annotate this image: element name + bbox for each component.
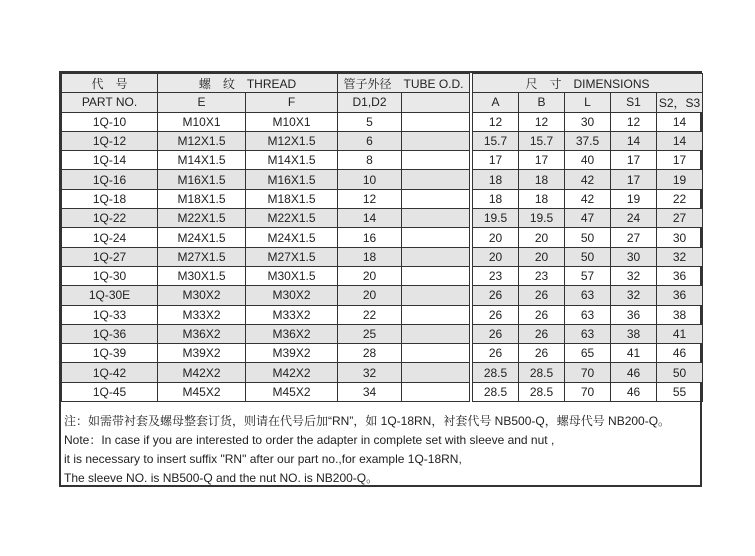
cell-f: M14X1.5 [246,151,338,170]
cell-s2s3: 22 [657,189,703,208]
cell-a: 26 [473,286,519,305]
header-code: 代 号 [62,74,158,93]
cell-f: M18X1.5 [246,189,338,208]
table-row [62,131,703,150]
header-tube-od: 管子外径 TUBE O.D. [338,74,470,93]
cell-l: 50 [565,228,611,247]
cell-part: 1Q-16 [62,170,158,189]
cell-l: 50 [565,247,611,266]
table-row [62,112,703,131]
table-row [62,209,703,228]
cell-part: 1Q-27 [62,247,158,266]
cell-e: M22X1.5 [158,209,246,228]
note-chinese: 注：如需带衬套及螺母整套订货，则请在代号后加“RN”，如 1Q-18RN，衬套代号 NB500-Q，螺母代号 NB200-Q。 [64,414,671,428]
cell-s2s3: 38 [657,305,703,324]
cell-a: 17 [473,151,519,170]
table-row [62,228,703,247]
header-row-2 [62,93,703,112]
header-a: A [473,93,519,112]
cell-s2s3: 36 [657,266,703,285]
cell-blank [402,324,470,343]
cell-d: 28 [338,344,402,363]
cell-blank [402,286,470,305]
cell-b: 20 [519,228,565,247]
cell-d: 16 [338,228,402,247]
header-b: B [519,93,565,112]
table-row [62,305,703,324]
cell-e: M24X1.5 [158,228,246,247]
table-row [62,286,703,305]
cell-a: 26 [473,324,519,343]
cell-b: 28.5 [519,382,565,401]
header-row-1 [62,74,703,93]
cell-blank [402,382,470,401]
cell-part: 1Q-39 [62,344,158,363]
cell-d: 25 [338,324,402,343]
cell-f: M27X1.5 [246,247,338,266]
dimensions-table [61,73,703,402]
table-row [62,151,703,170]
cell-s1: 46 [611,363,657,382]
table-row [62,247,703,266]
cell-b: 23 [519,266,565,285]
cell-s2s3: 50 [657,363,703,382]
cell-s1: 27 [611,228,657,247]
cell-d: 34 [338,382,402,401]
cell-part: 1Q-12 [62,131,158,150]
cell-part: 1Q-42 [62,363,158,382]
header-d: D1,D2 [338,93,402,112]
cell-part: 1Q-22 [62,209,158,228]
cell-part: 1Q-10 [62,112,158,131]
cell-f: M30X1.5 [246,266,338,285]
table-row [62,189,703,208]
cell-part: 1Q-30E [62,286,158,305]
cell-f: M33X2 [246,305,338,324]
cell-d: 8 [338,151,402,170]
cell-blank [402,209,470,228]
cell-s2s3: 36 [657,286,703,305]
cell-d: 5 [338,112,402,131]
header-e: E [158,93,246,112]
cell-f: M30X2 [246,286,338,305]
cell-a: 12 [473,112,519,131]
table-row [62,382,703,401]
cell-l: 42 [565,189,611,208]
cell-b: 12 [519,112,565,131]
cell-f: M12X1.5 [246,131,338,150]
header-part-no: PART NO. [62,93,158,112]
cell-e: M36X2 [158,324,246,343]
cell-f: M22X1.5 [246,209,338,228]
cell-d: 6 [338,131,402,150]
cell-l: 40 [565,151,611,170]
cell-f: M10X1 [246,112,338,131]
cell-l: 57 [565,266,611,285]
cell-s1: 41 [611,344,657,363]
cell-blank [402,266,470,285]
header-f: F [246,93,338,112]
cell-blank [402,151,470,170]
cell-f: M39X2 [246,344,338,363]
cell-blank [402,344,470,363]
cell-s2s3: 14 [657,131,703,150]
cell-a: 23 [473,266,519,285]
cell-b: 18 [519,170,565,189]
cell-s1: 24 [611,209,657,228]
note-english-line-2: it is necessary to insert suffix "RN" after our part no.,for example 1Q-18RN, [64,452,462,466]
cell-f: M45X2 [246,382,338,401]
cell-s1: 32 [611,266,657,285]
cell-b: 19.5 [519,209,565,228]
cell-b: 26 [519,324,565,343]
cell-f: M36X2 [246,324,338,343]
cell-s2s3: 41 [657,324,703,343]
cell-s2s3: 19 [657,170,703,189]
cell-blank [402,363,470,382]
cell-s2s3: 30 [657,228,703,247]
cell-d: 14 [338,209,402,228]
cell-part: 1Q-24 [62,228,158,247]
cell-s2s3: 14 [657,112,703,131]
cell-e: M14X1.5 [158,151,246,170]
cell-e: M30X1.5 [158,266,246,285]
cell-l: 70 [565,382,611,401]
cell-s2s3: 27 [657,209,703,228]
cell-f: M42X2 [246,363,338,382]
cell-a: 19.5 [473,209,519,228]
cell-a: 28.5 [473,363,519,382]
cell-l: 42 [565,170,611,189]
header-blank [402,93,470,112]
cell-e: M18X1.5 [158,189,246,208]
cell-l: 70 [565,363,611,382]
cell-s1: 46 [611,382,657,401]
cell-l: 37.5 [565,131,611,150]
cell-s1: 14 [611,131,657,150]
cell-s1: 17 [611,151,657,170]
cell-d: 32 [338,363,402,382]
spec-sheet [59,71,702,487]
note-english-line-1: Note：In case if you are interested to order the adapter in complete set with sleeve and nut , [64,433,555,447]
cell-e: M10X1 [158,112,246,131]
cell-s2s3: 17 [657,151,703,170]
table-row [62,170,703,189]
cell-d: 20 [338,286,402,305]
cell-s1: 17 [611,170,657,189]
cell-s1: 38 [611,324,657,343]
cell-blank [402,189,470,208]
cell-s1: 12 [611,112,657,131]
cell-l: 47 [565,209,611,228]
cell-b: 28.5 [519,363,565,382]
cell-e: M16X1.5 [158,170,246,189]
table-row [62,363,703,382]
cell-d: 12 [338,189,402,208]
table-row [62,266,703,285]
cell-a: 20 [473,247,519,266]
cell-a: 20 [473,228,519,247]
cell-e: M42X2 [158,363,246,382]
cell-f: M16X1.5 [246,170,338,189]
cell-b: 26 [519,305,565,324]
cell-s1: 30 [611,247,657,266]
cell-part: 1Q-36 [62,324,158,343]
cell-l: 65 [565,344,611,363]
cell-blank [402,305,470,324]
cell-b: 18 [519,189,565,208]
cell-s2s3: 55 [657,382,703,401]
cell-a: 18 [473,189,519,208]
cell-a: 26 [473,305,519,324]
header-dimensions: 尺 寸 DIMENSIONS [473,74,703,93]
cell-s1: 32 [611,286,657,305]
cell-blank [402,112,470,131]
cell-a: 26 [473,344,519,363]
cell-blank [402,131,470,150]
cell-s2s3: 32 [657,247,703,266]
order-notes [61,406,702,488]
table-row [62,344,703,363]
cell-b: 26 [519,344,565,363]
cell-a: 18 [473,170,519,189]
cell-e: M27X1.5 [158,247,246,266]
cell-e: M33X2 [158,305,246,324]
table-row [62,324,703,343]
cell-a: 28.5 [473,382,519,401]
cell-l: 63 [565,286,611,305]
header-s2s3: S2，S3 [657,93,703,112]
cell-e: M45X2 [158,382,246,401]
cell-s1: 19 [611,189,657,208]
cell-e: M39X2 [158,344,246,363]
cell-d: 20 [338,266,402,285]
cell-f: M24X1.5 [246,228,338,247]
cell-part: 1Q-33 [62,305,158,324]
cell-e: M30X2 [158,286,246,305]
cell-d: 22 [338,305,402,324]
cell-b: 17 [519,151,565,170]
header-s1: S1 [611,93,657,112]
cell-l: 63 [565,305,611,324]
cell-s2s3: 46 [657,344,703,363]
cell-d: 18 [338,247,402,266]
cell-blank [402,247,470,266]
header-l: L [565,93,611,112]
cell-s1: 36 [611,305,657,324]
note-english-line-3: The sleeve NO. is NB500-Q and the nut NO. is NB200-Q。 [64,471,379,485]
cell-b: 20 [519,247,565,266]
cell-b: 15.7 [519,131,565,150]
cell-l: 63 [565,324,611,343]
cell-blank [402,170,470,189]
cell-part: 1Q-45 [62,382,158,401]
cell-part: 1Q-14 [62,151,158,170]
cell-e: M12X1.5 [158,131,246,150]
cell-b: 26 [519,286,565,305]
header-thread: 螺 纹 THREAD [158,74,338,93]
cell-a: 15.7 [473,131,519,150]
cell-part: 1Q-30 [62,266,158,285]
cell-blank [402,228,470,247]
cell-d: 10 [338,170,402,189]
cell-l: 30 [565,112,611,131]
cell-part: 1Q-18 [62,189,158,208]
